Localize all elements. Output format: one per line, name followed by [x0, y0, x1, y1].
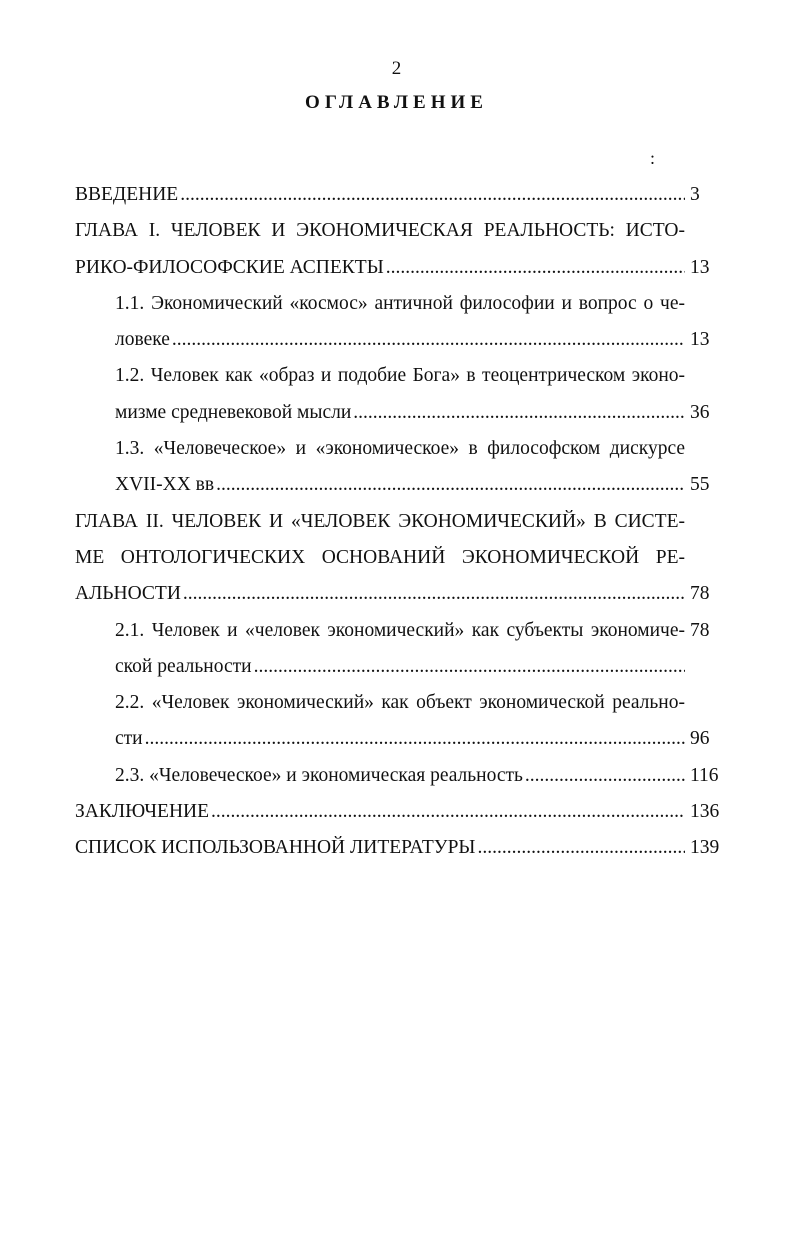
toc-entry-chapter-1: [75, 213, 730, 286]
toc-entry-title-continued: МЕ ОНТОЛОГИЧЕСКИХ ОСНОВАНИЙ ЭКОНОМИЧЕСКОЙ РЕ-: [75, 546, 685, 568]
toc-entry-title: ВВЕДЕНИЕ: [75, 184, 179, 205]
toc-page-number: 96: [690, 728, 710, 750]
toc-page-number: 78: [690, 619, 710, 641]
dot-leader: [351, 395, 685, 431]
dot-leader: [523, 758, 685, 794]
toc-page-number: 36: [690, 401, 710, 423]
dot-leader: [214, 467, 685, 503]
toc-page-number: 13: [690, 256, 710, 278]
toc-entry-title: 1.1. Экономический «космос» античной философии и вопрос о че-: [115, 292, 685, 314]
toc-entry-title: 1.2. Человек как «образ и подобие Бога» в теоцентрическом эконо-: [115, 365, 685, 387]
toc-entry-title-continued: РИКО-ФИЛОСОФСКИЕ АСПЕКТЫ: [75, 256, 384, 278]
toc-entry-title: 2.2. «Человек экономический» как объект экономической реально-: [115, 692, 685, 714]
toc-entry-section-2-2: [75, 685, 730, 758]
toc-entry-title-continued: мизме средневековой мысли: [115, 401, 352, 423]
toc-page-number: 116: [690, 764, 719, 786]
toc-entry-section-1-1: [75, 286, 730, 359]
toc-page-number: 55: [690, 474, 710, 496]
table-of-contents: [75, 177, 730, 867]
dot-leader: [475, 830, 685, 866]
toc-entry-title: 2.1. Человек и «человек экономический» как субъекты экономиче-: [115, 619, 685, 641]
toc-entry-title: ГЛАВА II. ЧЕЛОВЕК И «ЧЕЛОВЕК ЭКОНОМИЧЕСКИЙ» В СИСТЕ-: [75, 510, 685, 532]
toc-entry-conclusion: [75, 794, 730, 830]
dot-leader: [209, 794, 685, 830]
dot-leader: [178, 177, 685, 213]
toc-entry-section-1-2: [75, 358, 730, 431]
toc-entry-title: ЗАКЛЮЧЕНИЕ: [75, 801, 210, 823]
toc-entry-title: 2.3. «Человеческое» и экономическая реальность: [115, 764, 523, 786]
page-title: ОГЛАВЛЕНИЕ: [305, 92, 488, 113]
dot-leader: [143, 721, 685, 757]
dot-leader: [384, 250, 685, 286]
toc-entry-title-continued: XVII-XX вв: [115, 474, 215, 496]
toc-entry-title: СПИСОК ИСПОЛЬЗОВАННОЙ ЛИТЕРАТУРЫ: [75, 837, 476, 859]
dot-leader: [170, 322, 685, 358]
toc-entry-section-1-3: [75, 431, 730, 504]
toc-entry-title-continued: сти: [115, 728, 143, 750]
toc-page-number: 136: [690, 801, 720, 823]
page-number: 2: [391, 58, 402, 79]
stray-mark: :: [650, 148, 656, 168]
toc-page-number: 139: [690, 837, 720, 859]
toc-page-number: 78: [690, 583, 710, 605]
toc-entry-section-2-1: [75, 613, 730, 686]
toc-entry-section-2-3: [75, 758, 730, 794]
toc-entry-title: ГЛАВА I. ЧЕЛОВЕК И ЭКОНОМИЧЕСКАЯ РЕАЛЬНОСТЬ: ИСТО-: [75, 220, 685, 242]
toc-page-number: 3: [690, 184, 700, 205]
dot-leader: [181, 576, 685, 612]
toc-page-number: 13: [690, 329, 710, 351]
toc-entry-title-continued: ловеке: [115, 329, 170, 351]
dot-leader: [252, 649, 685, 685]
toc-entry-references: [75, 830, 730, 866]
toc-entry-title-continued: АЛЬНОСТИ: [75, 583, 181, 605]
toc-entry-title-continued: ской реальности: [115, 655, 252, 677]
toc-entry-intro: [75, 177, 730, 213]
toc-entry-title: 1.3. «Человеческое» и «экономическое» в философском дискурсе: [115, 438, 685, 460]
toc-entry-chapter-2: [75, 504, 730, 613]
